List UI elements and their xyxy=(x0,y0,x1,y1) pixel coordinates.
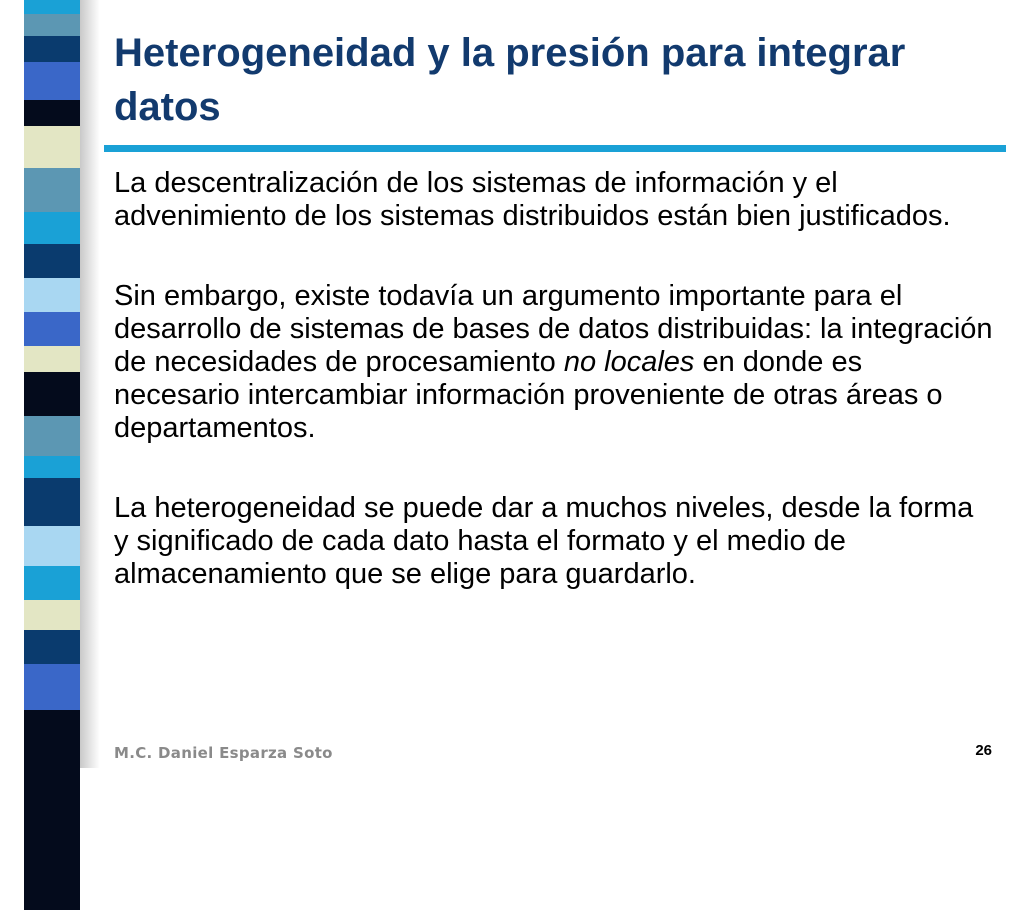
page-number: 26 xyxy=(975,742,992,759)
strip-block xyxy=(24,478,80,526)
strip-block xyxy=(24,456,80,478)
strip-block xyxy=(24,566,80,600)
strip-block xyxy=(24,372,80,416)
strip-shadow xyxy=(80,0,100,768)
strip-block xyxy=(24,0,80,14)
paragraph-3: La heterogeneidad se puede dar a muchos niveles, desde la forma y significado de cada dato hasta el formato y el medio de almacenamiento que se elige para guardarlo. xyxy=(114,492,974,590)
paragraph-1: La descentralización de los sistemas de información y el advenimiento de los sistemas distribuidos están bien justificados. xyxy=(114,167,951,232)
paragraph-2-emphasis: no locales xyxy=(563,346,695,378)
strip-block xyxy=(24,526,80,566)
strip-block xyxy=(24,600,80,630)
strip-block xyxy=(24,312,80,346)
paragraph-2-end: en donde es necesario intercambiar información proveniente de otras áreas o departamentos. xyxy=(114,346,943,444)
strip-block xyxy=(24,710,80,910)
strip-block xyxy=(24,36,80,62)
title-divider xyxy=(104,145,1006,152)
strip-block xyxy=(24,168,80,212)
strip-block xyxy=(24,100,80,126)
strip-block xyxy=(24,212,80,244)
strip-block xyxy=(24,244,80,278)
strip-block xyxy=(24,278,80,312)
slide-body xyxy=(114,167,994,638)
decorative-color-strip xyxy=(24,0,80,768)
slide-title: Heterogeneidad y la presión para integrar datos xyxy=(114,31,906,129)
footer-author: M.C. Daniel Esparza Soto xyxy=(114,744,333,762)
strip-block xyxy=(24,14,80,36)
strip-block xyxy=(24,630,80,664)
paragraph-2-start: Sin embargo, existe todavía un argumento importante para el desarrollo de sistemas de bases de datos distribuidas: la integración de necesidades de procesamiento xyxy=(114,280,993,378)
strip-block xyxy=(24,346,80,372)
strip-block xyxy=(24,126,80,168)
strip-block xyxy=(24,62,80,100)
strip-block xyxy=(24,416,80,456)
paragraph-2 xyxy=(114,280,994,445)
strip-block xyxy=(24,664,80,710)
